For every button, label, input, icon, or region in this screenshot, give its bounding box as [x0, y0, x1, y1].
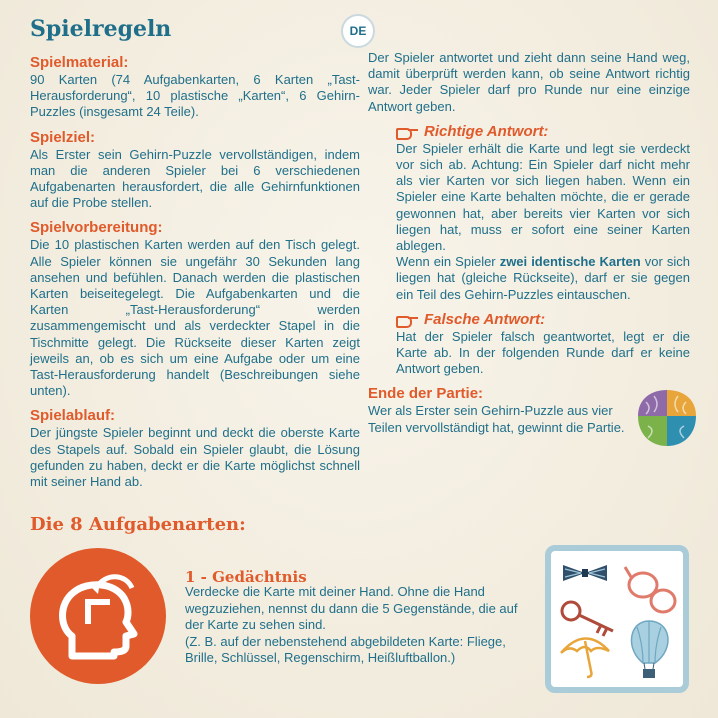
pointing-hand-icon — [396, 314, 418, 326]
key-icon — [562, 602, 613, 636]
text-correct: Der Spieler erhält die Karte und legt sie verdeckt vor sich ab. Achtung: Ein Spieler darf nicht mehr als vier Karten vor sich liegen haben. Wenn ein Spieler eine Karte behalten möchte, die er gerade gewonnen hat, aber bereits vier Karten vor sich liegen hat, muss er sofort eine seiner Karten ablegen. — [396, 140, 690, 254]
memory-description — [185, 584, 535, 667]
text-end: Wer als Erster sein Gehirn-Puzzle aus vier Teilen vervollständigt hat, gewinnt die Partie. — [368, 403, 625, 435]
heading-goal: Spielziel: — [30, 128, 96, 146]
bow-tie-icon — [563, 565, 607, 581]
memory-title: 1 - Gedächtnis — [185, 568, 307, 586]
subheading-correct — [396, 123, 690, 141]
section-material — [30, 54, 360, 121]
section-flow — [30, 407, 360, 490]
de-badge-icon: DE — [341, 14, 375, 48]
heading-material: Spielmaterial: — [30, 54, 129, 71]
text-prep: Die 10 plastischen Karten werden auf den Tisch gelegt. Alle Spieler können sie ungefähr 30 Sekunden lang ansehen und befühlen. Danach werden die plastischen Karten beiseitegelegt. Die Aufgabenkarten und die Karten „Tast-Herausforderung“ werden zusammengemischt und als verdeckter Stapel in die Tischmitte gelegt. Die Rückseite dieser Karten zeigt jeweils an, ob es sich um eine Aufgabe oder um eine Tast-Herausforderung handelt (Beschreibungen siehe unten). — [30, 237, 360, 399]
text-flow: Der jüngste Spieler beginnt und deckt die oberste Karte des Stapels auf. Sobald ein Spieler glaubt, die Lösung gefunden zu haben, deckt er die Karte möglichst schnell mit seiner Hand ab. — [30, 425, 360, 490]
heading-end: Ende der Partie: — [368, 385, 484, 403]
bold-identical-cards: zwei identische Karten — [499, 254, 641, 270]
section-goal — [30, 129, 360, 212]
subheading-wrong — [396, 311, 690, 329]
text-material: 90 Karten (74 Aufgabenkarten, 6 Karten „Tast-Herausforderung“, 10 plastische „Karten“, 6 Gehirn-Puzzles (insgesamt 24 Teile). — [30, 72, 360, 120]
section-prep — [30, 219, 360, 399]
umbrella-icon — [561, 638, 609, 677]
heading-wrong: Falsche Antwort: — [424, 310, 546, 328]
pointing-hand-icon — [396, 126, 418, 138]
glasses-icon — [625, 567, 675, 612]
page-title: Spielregeln — [30, 16, 172, 42]
text-goal: Als Erster sein Gehirn-Puzzle vervollständigen, indem man die anderen Spieler bei 6 verschiedenen Aufgabenarten herausfordert, die alle Gehirnfunktionen auf die Probe stellen. — [30, 146, 360, 211]
memory-card-illustration — [545, 545, 689, 693]
text-correct-trade: Wenn ein Spieler zwei identische Karten vor sich liegen hat (gleiche Rückseite), darf er sie gegen ein Teil des Gehirn-Puzzles eintauschen. — [396, 254, 690, 302]
memory-example: (Z. B. auf der nebenstehend abgebildeten Karte: Fliege, Brille, Schlüssel, Regenschirm, Heißluftballon.) — [185, 633, 506, 665]
heading-correct: Richtige Antwort: — [424, 122, 549, 140]
text-flow-continued: Der Spieler antwortet und zieht dann seine Hand weg, damit überprüft werden kann, ob seine Antwort richtig war. Jeder Spieler darf pro Runde nur eine einzige Antwort geben. — [368, 50, 690, 114]
memory-text: Verdecke die Karte mit deiner Hand. Ohne die Hand wegzuziehen, nennst du dann die 5 Gegenstände, die auf der Karte zu sehen sind. — [185, 584, 518, 632]
brain-puzzle-icon — [634, 386, 700, 452]
text-wrong: Hat der Spieler falsch geantwortet, legt er die Karte ab. In der folgenden Runde darf er keine Antwort geben. — [396, 328, 690, 377]
types-heading: Die 8 Aufgabenarten: — [30, 514, 246, 535]
right-column — [368, 50, 690, 436]
heading-flow: Spielablauf: — [30, 407, 116, 425]
hot-air-balloon-icon — [632, 621, 668, 678]
left-column — [30, 54, 360, 498]
heading-prep: Spielvorbereitung: — [30, 219, 163, 237]
head-memory-icon — [30, 548, 166, 684]
